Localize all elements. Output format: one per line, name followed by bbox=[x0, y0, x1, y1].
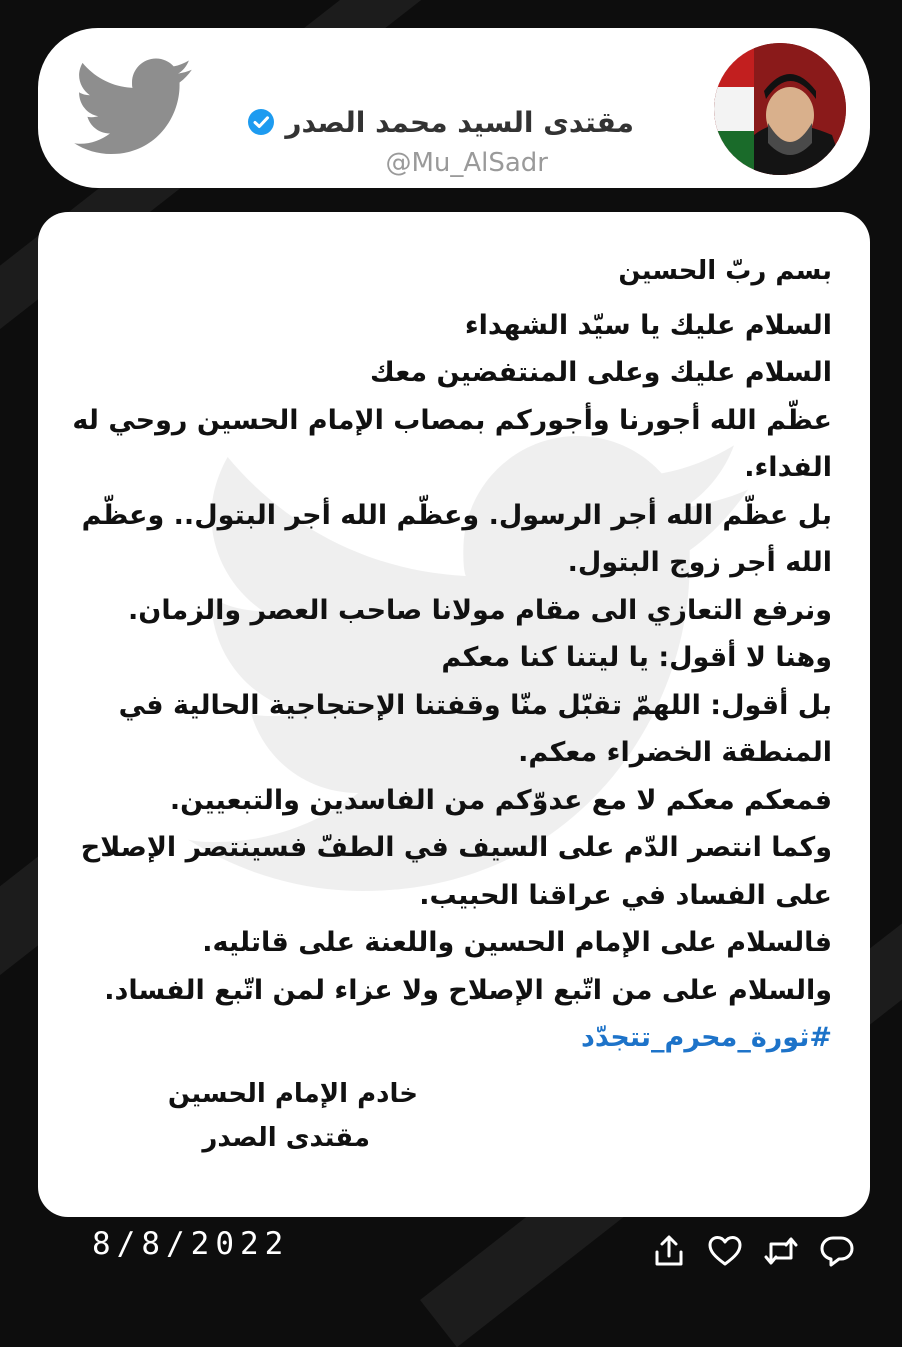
like-icon[interactable] bbox=[706, 1232, 744, 1270]
tweet-date: 8/8/2022 bbox=[92, 1226, 290, 1262]
reply-icon[interactable] bbox=[818, 1232, 856, 1270]
tweet-line: فمعكم معكم لا مع عدوّكم من الفاسدين والتبعيين. bbox=[169, 784, 832, 816]
tweet-line: السلام عليك يا سيّد الشهداء bbox=[464, 309, 832, 341]
tweet-line: وكما انتصر الدّم على السيف في الطفّ فسينتصر الإصلاح على الفساد في عراقنا الحبيب. bbox=[80, 832, 832, 911]
tweet-signature bbox=[168, 1072, 418, 1160]
tweet-line: بل أقول: اللهمّ تقبّل منّا وقفتنا الإحتجاجية الحالية في المنطقة الخضراء معكم. bbox=[118, 689, 832, 768]
retweet-icon[interactable] bbox=[762, 1232, 800, 1270]
avatar-portrait bbox=[714, 43, 846, 175]
profile-handle[interactable]: @Mu_AlSadr bbox=[385, 148, 548, 178]
share-icon[interactable] bbox=[650, 1232, 688, 1270]
hashtag-link[interactable]: #ثورة_محرم_تتجدّد bbox=[580, 1022, 832, 1053]
profile-name[interactable]: مقتدى السيد محمد الصدر bbox=[285, 105, 634, 139]
tweet-text bbox=[62, 248, 832, 1062]
tweet-line: والسلام على من اتّبع الإصلاح ولا عزاء لمن اتّبع الفساد. bbox=[104, 974, 832, 1006]
tweet-line: فالسلام على الإمام الحسين واللعنة على قاتليه. bbox=[202, 927, 832, 958]
tweet-line: ونرفع التعازي الى مقام مولانا صاحب العصر والزمان. bbox=[128, 594, 832, 626]
tweet-line: بل عظّم الله أجر الرسول. وعظّم الله أجر البتول.. وعظّم الله أجر زوج البتول. bbox=[81, 499, 832, 578]
profile-name-line bbox=[247, 100, 634, 144]
verified-badge-icon bbox=[247, 108, 275, 136]
avatar[interactable] bbox=[714, 43, 846, 175]
signature-name: مقتدى الصدر bbox=[202, 1123, 370, 1153]
tweet-line: السلام عليك وعلى المنتفضين معك bbox=[370, 357, 832, 388]
tweet-card bbox=[38, 212, 870, 1217]
tweet-line: وهنا لا أقول: يا ليتنا كنا معكم bbox=[441, 642, 832, 673]
profile-header bbox=[38, 28, 870, 188]
twitter-bird-icon bbox=[74, 58, 192, 156]
tweet-actions bbox=[650, 1230, 856, 1272]
tweet-line: عظّم الله أجورنا وأجوركم بمصاب الإمام الحسين روحي له الفداء. bbox=[72, 404, 832, 483]
tweet-opening: بسم ربّ الحسين bbox=[618, 256, 832, 286]
signature-title: خادم الإمام الحسين bbox=[167, 1079, 418, 1109]
